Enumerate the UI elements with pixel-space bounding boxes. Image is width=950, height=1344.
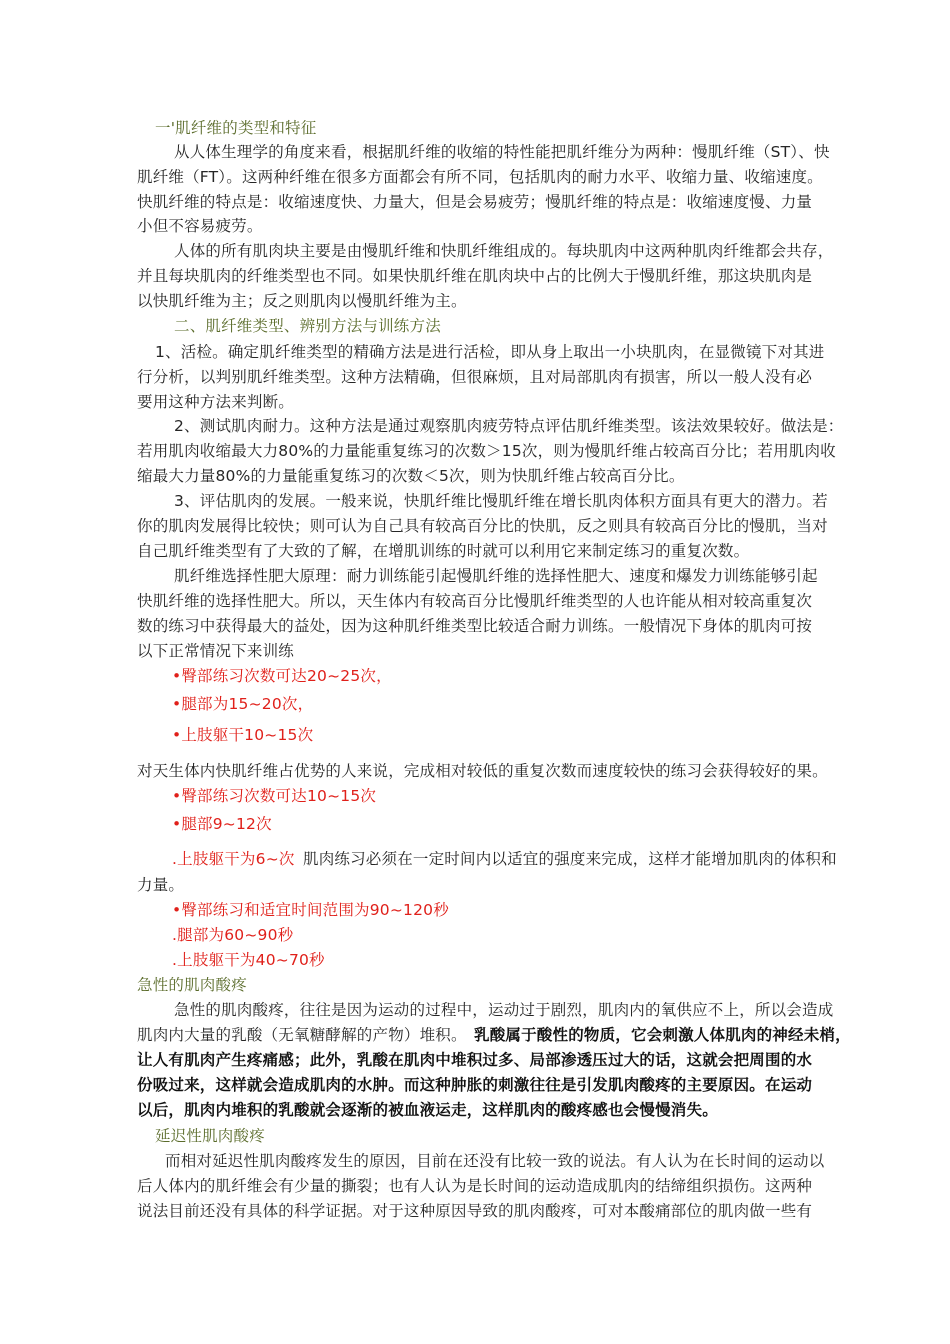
text-line: 对天生体内快肌纤维占优势的人来说，完成相对较低的重复次数而速度较快的练习会获得较好的果。 — [137, 762, 828, 780]
text-line: •腿部9~12次 — [172, 815, 272, 833]
text-line: 自己肌纤维类型有了大致的了解，在增肌训练的时就可以利用它来制定练习的重复次数。 — [137, 542, 750, 560]
text-line: 力量。 — [137, 876, 185, 894]
text-line: •臀部练习次数可达10~15次 — [172, 787, 377, 805]
text-line: .腿部为60~90秒 — [172, 926, 294, 944]
text-line: 2、测试肌肉耐力。这种方法是通过观察肌肉疲劳特点评估肌纤维类型。该法效果较好。做法是： — [174, 417, 844, 435]
text-line: 让人有肌肉产生疼痛感；此外，乳酸在肌肉中堆积过多、局部渗透压过大的话，这就会把周围的水 — [137, 1051, 813, 1069]
text-line: 缩最大力量80%的力量能重复练习的次数＜5次，则为快肌纤维占较高百分比。 — [137, 467, 685, 485]
text-line: 乳酸属于酸性的物质，它会刺激人体肌肉的神经未梢， — [474, 1026, 851, 1044]
text-line: 以快肌纤维为主；反之则肌肉以慢肌纤维为主。 — [137, 292, 467, 310]
text-line: 快肌纤维的选择性肥大。所以，天生体内有较高百分比慢肌纤维类型的人也许能从相对较高重复次 — [137, 592, 813, 610]
text-line: 肌肉内大量的乳酸（无氧糖酵解的产物）堆积。 — [137, 1026, 467, 1044]
text-line: 快肌纤维的特点是：收缩速度快、力量大，但是会易疲劳；慢肌纤维的特点是：收缩速度慢、力量 — [137, 193, 813, 211]
text-line: 肌纤维选择性肥大原理：耐力训练能引起慢肌纤维的选择性肥大、速度和爆发力训练能够引起 — [174, 567, 818, 585]
section-heading: 二、肌纤维类型、辨别方法与训练方法 — [174, 317, 441, 335]
text-line: 说法目前还没有具体的科学证据。对于这种原因导致的肌肉酸疼，可对本酸痛部位的肌肉做一些有 — [137, 1202, 813, 1220]
text-line: 后人体内的肌纤维会有少量的撕裂；也有人认为是长时间的运动造成肌肉的结缔组织损伤。这两种 — [137, 1177, 813, 1195]
text-line: •臀部练习和适宜时间范围为90~120秒 — [172, 901, 449, 919]
text-line: .上肢躯干为40~70秒 — [172, 951, 325, 969]
text-line: 以后，肌肉内堆积的乳酸就会逐渐的被血液运走，这样肌肉的酸疼感也会慢慢消失。 — [137, 1101, 718, 1119]
text-line: 行分析，以判别肌纤维类型。这种方法精确，但很麻烦，且对局部肌肉有损害，所以一般人没有必 — [137, 368, 813, 386]
text-line: •腿部为15~20次， — [172, 695, 314, 713]
text-line: 人体的所有肌肉块主要是由慢肌纤维和快肌纤维组成的。每块肌肉中这两种肌肉纤维都会共存， — [174, 242, 834, 260]
text-line: .上肢躯干为6~次 — [172, 850, 295, 868]
text-line: 肌肉练习必须在一定时间内以适宜的强度来完成，这样才能增加肌肉的体积和 — [303, 850, 837, 868]
section-heading: 一'肌纤维的类型和特征 — [155, 119, 317, 137]
text-line: 并且每块肌肉的纤维类型也不同。如果快肌纤维在肌肉块中占的比例大于慢肌纤维，那这块肌肉是 — [137, 267, 813, 285]
text-line: •臀部练习次数可达20~25次， — [172, 667, 392, 685]
text-line: 数的练习中获得最大的益处，因为这种肌纤维类型比较适合耐力训练。一般情况下身体的肌肉可按 — [137, 617, 813, 635]
text-line: 小但不容易疲劳。 — [137, 217, 263, 235]
text-line: 而相对延迟性肌肉酸疼发生的原因，目前在还没有比较一致的说法。有人认为在长时间的运动以 — [165, 1152, 825, 1170]
text-line: 要用这种方法来判断。 — [137, 393, 295, 411]
text-line: 3、评估肌肉的发展。一般来说，快肌纤维比慢肌纤维在增长肌肉体积方面具有更大的潜力。若 — [174, 492, 828, 510]
text-line: 以下正常情况下来训练 — [137, 642, 295, 660]
text-line: 肌纤维（FT）。这两种纤维在很多方面都会有所不同，包括肌肉的耐力水平、收缩力量、收缩速度。 — [137, 168, 823, 186]
section-heading: 急性的肌肉酸疼 — [137, 976, 247, 994]
text-line: 若用肌肉收缩最大力80%的力量能重复练习的次数＞15次，则为慢肌纤维占较高百分比；若用肌肉收 — [137, 442, 836, 460]
text-line: •上肢躯干10~15次 — [172, 726, 314, 744]
text-line: 急性的肌肉酸疼，往往是因为运动的过程中，运动过于剧烈，肌肉内的氧供应不上，所以会造成 — [174, 1001, 834, 1019]
text-line: 你的肌肉发展得比较快；则可认为自己具有较高百分比的快肌，反之则具有较高百分比的慢肌，当对 — [137, 517, 828, 535]
text-line: 份吸过来，这样就会造成肌肉的水肿。而这种肿胀的刺激往往是引发肌肉酸疼的主要原因。在运动 — [137, 1076, 813, 1094]
text-line: 1、活检。确定肌纤维类型的精确方法是进行活检，即从身上取出一小块肌肉，在显微镜下对其进 — [155, 343, 825, 361]
section-heading: 延迟性肌肉酸疼 — [155, 1127, 265, 1145]
text-line: 从人体生理学的角度来看，根据肌纤维的收缩的特性能把肌纤维分为两种：慢肌纤维（ST）、快 — [174, 143, 830, 161]
